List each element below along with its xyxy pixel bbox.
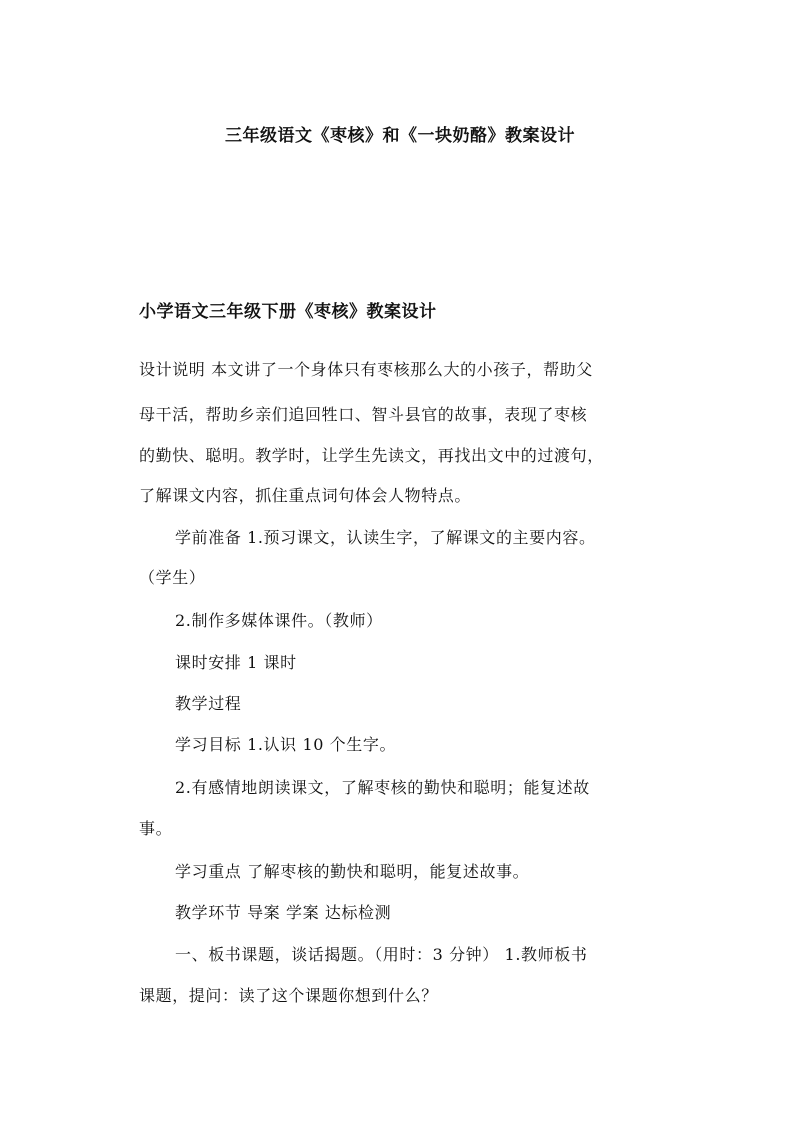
body-line-schedule: 课时安排 1 课时 [175, 653, 297, 672]
section-heading: 小学语文三年级下册《枣核》教案设计 [139, 302, 437, 322]
body-line-preparation-1: 学前准备 1.预习课文，认读生字，了解课文的主要内容。 [175, 528, 596, 547]
body-line-preparation-3: 2.制作多媒体课件。（教师） [175, 611, 383, 630]
body-line-design-note-2: 母干活，帮助乡亲们追回牲口、智斗县官的故事，表现了枣核 [139, 405, 588, 424]
body-line-process-heading: 教学过程 [175, 694, 242, 713]
body-line-key-point: 学习重点 了解枣核的勤快和聪明，能复述故事。 [175, 862, 530, 881]
body-line-step-1-cont: 课题，提问：读了这个课题你想到什么？ [139, 986, 438, 1005]
body-line-preparation-2: （学生） [139, 568, 206, 587]
body-line-step-1: 一、板书课题，谈话揭题。（用时：3 分钟） 1.教师板书 [175, 945, 588, 964]
body-line-stages: 教学环节 导案 学案 达标检测 [175, 903, 392, 922]
body-line-objective-1: 学习目标 1.认识 10 个生字。 [175, 735, 397, 754]
body-line-design-note-3: 的勤快、聪明。教学时，让学生先读文，再找出文中的过渡句， [139, 446, 604, 465]
body-line-design-note-1: 设计说明 本文讲了一个身体只有枣核那么大的小孩子，帮助父 [139, 360, 593, 379]
document-title: 三年级语文《枣核》和《一块奶酪》教案设计 [225, 126, 575, 146]
body-line-objective-2: 2.有感情地朗读课文，了解枣核的勤快和聪明；能复述故 [175, 778, 590, 797]
body-line-design-note-4: 了解课文内容，抓住重点词句体会人物特点。 [139, 486, 472, 505]
body-line-objective-2-cont: 事。 [139, 819, 173, 838]
